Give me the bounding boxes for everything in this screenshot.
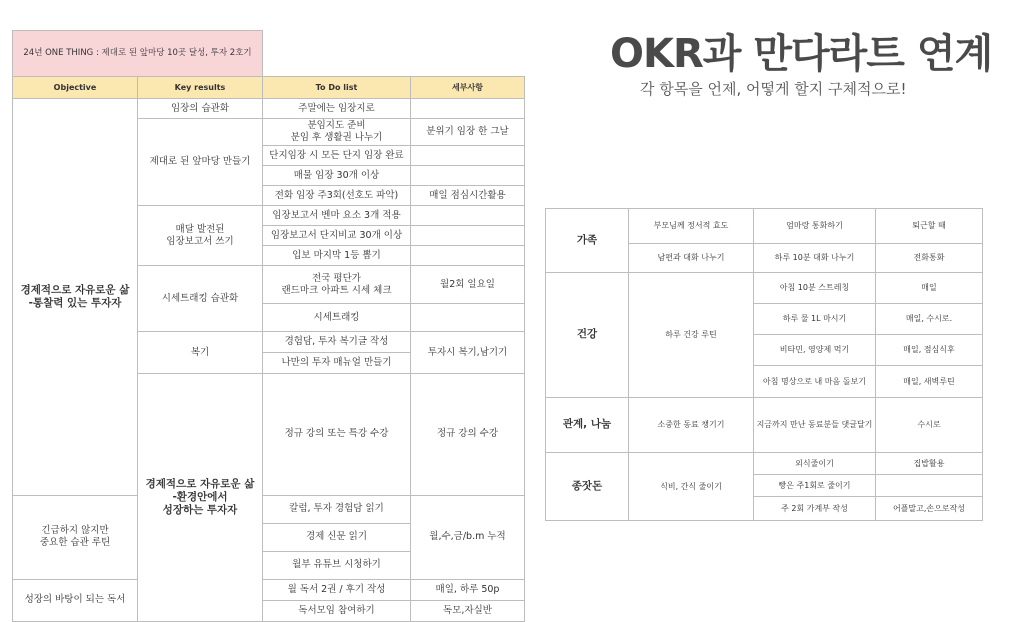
goal-cell: 남편과 대화 나누기 [629,244,754,273]
detail-cell: 월,수,금/b.m 누적 [411,495,525,579]
todo-cell: 경제 신문 읽기 [263,523,411,551]
detail-cell: 독모,자실반 [411,600,525,621]
detail-cell: 매일, 하루 50p [411,579,525,600]
todo-cell: 시세트래킹 [263,304,411,332]
todo-cell: 월부 유튜브 시청하기 [263,551,411,579]
todo-cell: 전화 임장 주3회(선호도 파악) [263,186,411,206]
todo-cell: 단지임장 시 모든 단지 임장 완료 [263,146,411,166]
todo-cell: 매물 임장 30개 이상 [263,166,411,186]
goal-cell: 식비, 간식 줄이기 [629,453,754,521]
when-cell: 매일, 점심식후 [876,335,983,366]
action-cell: 하루 물 1L 마시기 [754,304,876,335]
when-cell: 매일 [876,273,983,304]
key-result-cell [13,495,138,579]
when-cell: 전화통화 [876,244,983,273]
action-cell: 아침 명상으로 내 마음 돌보기 [754,366,876,398]
key-result-cell: 복기 [138,332,263,374]
when-cell: 매일, 새벽루틴 [876,366,983,398]
todo-cell: 정규 강의 수강 [411,374,525,496]
header-details: 세부사항 [411,77,525,99]
detail-cell [411,226,525,246]
detail-cell: 매일 점심시간활용 [411,186,525,206]
goal-cell: 부모님께 정서적 효도 [629,209,754,244]
todo-cell: 입보 마지막 1등 뽑기 [263,246,411,266]
action-cell: 빵은 주1회로 줄이기 [754,475,876,497]
detail-cell [411,166,525,186]
objective-cell [13,99,138,496]
todo-cell [263,266,411,304]
objective-text: 경제적으로 자유로운 삶 -환경안에서 성장하는 투자자 [145,477,255,516]
key-result-cell [138,206,263,266]
category-cell: 종잣돈 [546,453,629,521]
detail-cell: 월2회 일요일 [411,266,525,304]
action-cell: 엄마랑 통화하기 [754,209,876,244]
action-cell: 아침 10분 스트레칭 [754,273,876,304]
goal-cell: 하루 건강 루틴 [629,273,754,398]
todo-cell: 칼럼, 투자 경험담 읽기 [263,495,411,523]
detail-cell: 투자시 복기,남기기 [411,332,525,374]
okr-table [12,30,525,622]
key-result-cell: 성장의 바탕이 되는 독서 [13,579,138,621]
todo-cell: 주말에는 임장지로 [263,99,411,119]
when-cell: 퇴근할 때 [876,209,983,244]
todo-cell: 월 독서 2권 / 후기 작성 [263,579,411,600]
key-result-cell [138,119,263,206]
category-cell: 건강 [546,273,629,398]
todo-cell: 임장보고서 벤마 요소 3개 적용 [263,206,411,226]
objective-cell [138,374,263,622]
action-cell: 외식줄이기 [754,453,876,475]
key-result-text: 긴급하지 않지만 중요한 습관 루틴 [39,525,111,549]
life-areas-table [545,208,983,521]
one-thing-banner: 24년 ONE THING : 제대로 된 앞마당 10곳 달성, 투자 2호기 [13,31,263,77]
detail-cell [411,246,525,266]
key-result-cell: 정규 강의 또는 특강 수강 [263,374,411,496]
when-cell [876,475,983,497]
when-cell: 집밥활용 [876,453,983,475]
key-result-cell: 시세트래킹 습관화 [138,266,263,332]
key-result-text: 제대로 된 앞마당 만들기 [149,156,251,168]
goal-cell: 소중한 동료 챙기기 [629,398,754,453]
action-cell: 하루 10분 대화 나누기 [754,244,876,273]
detail-cell [411,146,525,166]
todo-cell: 경험담, 투자 복기글 작성 [263,332,411,353]
detail-cell [411,99,525,119]
category-cell: 가족 [546,209,629,273]
todo-text: 분임지도 준비 분임 후 생활권 나누기 [290,120,383,143]
key-result-cell: 임장의 습관화 [138,99,263,119]
when-cell: 수시로 [876,398,983,453]
action-cell: 지금까지 만난 동료분들 댓글달기 [754,398,876,453]
detail-cell [411,206,525,226]
page-subtitle: 각 항목을 언제, 어떻게 할지 구체적으로! [640,80,907,98]
detail-cell [411,304,525,332]
header-objective: Objective [13,77,138,99]
detail-cell: 분위기 임장 한 그날 [411,119,525,146]
action-cell: 비타민, 영양제 먹기 [754,335,876,366]
todo-text: 전국 평단가 랜드마크 아파트 시세 체크 [281,272,392,296]
action-cell: 주 2회 가계부 작성 [754,497,876,521]
todo-cell: 독서모임 참여하기 [263,600,411,621]
category-cell: 관계, 나눔 [546,398,629,453]
todo-cell: 나만의 투자 매뉴얼 만들기 [263,353,411,374]
when-cell: 어플말고,손으로작성 [876,497,983,521]
todo-cell [263,119,411,146]
todo-cell: 임장보고서 단지비교 30개 이상 [263,226,411,246]
page-title: OKR과 만다라트 연계 [610,31,993,77]
header-key-results: Key results [138,77,263,99]
objective-text: 경제적으로 자유로운 삶 -통찰력 있는 투자자 [20,283,130,309]
header-todo-list: To Do list [263,77,411,99]
key-result-text: 매달 발전된 임장보고서 쓰기 [166,223,234,247]
when-cell: 매일, 수시로. [876,304,983,335]
